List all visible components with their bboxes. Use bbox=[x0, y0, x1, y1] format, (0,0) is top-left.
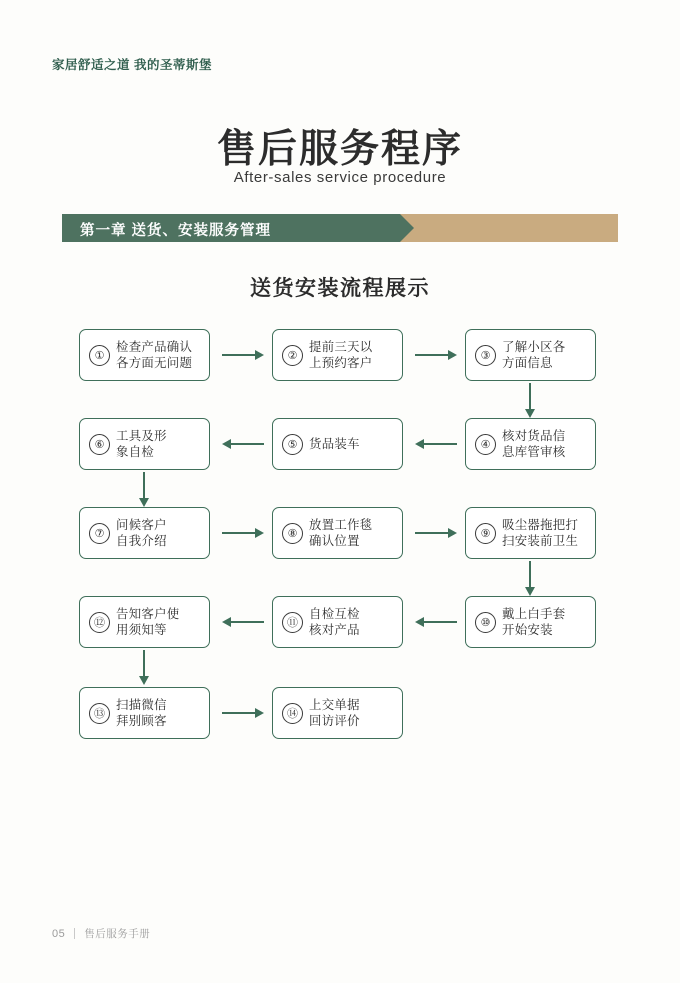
page-title: 售后服务程序 bbox=[216, 128, 463, 171]
flow-node-13[interactable] bbox=[79, 687, 210, 739]
flow-node-1-label bbox=[116, 339, 192, 372]
flow-node-7-number: ⑦ bbox=[89, 523, 110, 544]
footer-divider bbox=[74, 928, 75, 939]
flow-node-8-line1: 放置工作毯 bbox=[309, 517, 373, 532]
flow-node-10-number: ⑩ bbox=[475, 612, 496, 633]
flow-node-1-line1: 检查产品确认 bbox=[116, 339, 193, 354]
flow-node-3-label bbox=[502, 339, 565, 372]
flow-node-8-line2: 确认位置 bbox=[309, 534, 360, 548]
flow-node-9[interactable] bbox=[465, 507, 596, 559]
flow-node-9-line1: 吸尘器拖把打 bbox=[502, 517, 579, 532]
arrow-3-to-4 bbox=[524, 383, 536, 418]
flow-node-7[interactable] bbox=[79, 507, 210, 559]
flow-node-13-number: ⑬ bbox=[89, 703, 110, 724]
flow-node-9-line2: 扫安装前卫生 bbox=[502, 534, 579, 548]
arrow-2-to-3 bbox=[415, 349, 457, 361]
flow-node-12-line1: 告知客户使 bbox=[116, 606, 180, 621]
flow-node-9-number: ⑨ bbox=[475, 523, 496, 544]
arrow-5-to-6 bbox=[222, 438, 264, 450]
arrow-8-to-9 bbox=[415, 527, 457, 539]
flow-node-4-line1: 核对货品信 bbox=[502, 428, 566, 443]
arrow-12-to-13 bbox=[138, 650, 150, 685]
flow-node-12-number: ⑫ bbox=[89, 612, 110, 633]
flow-node-11-label bbox=[309, 606, 360, 639]
flow-node-11[interactable] bbox=[272, 596, 403, 648]
flow-node-4-number: ④ bbox=[475, 434, 496, 455]
page-subtitle: After-sales service procedure bbox=[233, 169, 447, 186]
flow-node-5-label bbox=[309, 436, 360, 452]
footer-label: 售后服务手册 bbox=[84, 928, 151, 940]
flow-node-4[interactable] bbox=[465, 418, 596, 470]
flow-node-14-line1: 上交单据 bbox=[309, 697, 360, 712]
flow-node-9-label bbox=[502, 517, 578, 550]
flow-node-14-line2: 回访评价 bbox=[309, 714, 360, 728]
flow-node-7-label bbox=[116, 517, 167, 550]
flow-node-1[interactable] bbox=[79, 329, 210, 381]
flow-node-3-line1: 了解小区各 bbox=[502, 339, 566, 354]
flow-node-12-line2: 用须知等 bbox=[116, 623, 167, 637]
flow-node-7-line1: 问候客户 bbox=[116, 517, 167, 532]
arrow-10-to-11 bbox=[415, 616, 457, 628]
flow-node-3-line2: 方面信息 bbox=[502, 356, 553, 370]
flow-node-5-number: ⑤ bbox=[282, 434, 303, 455]
flow-node-6-label bbox=[116, 428, 167, 461]
section-heading: 送货安装流程展示 bbox=[250, 277, 430, 300]
flow-node-14-number: ⑭ bbox=[282, 703, 303, 724]
flow-node-10-label bbox=[502, 606, 565, 639]
flow-node-6-line1: 工具及形 bbox=[116, 428, 167, 443]
flow-node-11-line1: 自检互检 bbox=[309, 606, 360, 621]
arrow-4-to-5 bbox=[415, 438, 457, 450]
flow-node-13-line2: 拜别顾客 bbox=[116, 714, 167, 728]
flow-node-8-number: ⑧ bbox=[282, 523, 303, 544]
flow-node-13-label bbox=[116, 697, 167, 730]
flow-node-6-line2: 象自检 bbox=[116, 445, 155, 459]
flow-node-4-label bbox=[502, 428, 565, 461]
flow-node-8-label bbox=[309, 517, 372, 550]
flow-node-12[interactable] bbox=[79, 596, 210, 648]
arrow-7-to-8 bbox=[222, 527, 264, 539]
flow-node-3[interactable] bbox=[465, 329, 596, 381]
flow-node-6-number: ⑥ bbox=[89, 434, 110, 455]
flow-node-13-line1: 扫描微信 bbox=[116, 697, 167, 712]
page-number: 05 bbox=[52, 927, 66, 940]
flow-node-2-line2: 上预约客户 bbox=[309, 356, 373, 370]
flow-node-2-label bbox=[309, 339, 372, 372]
flow-node-2-line1: 提前三天以 bbox=[309, 339, 373, 354]
flow-node-8[interactable] bbox=[272, 507, 403, 559]
flow-node-2-number: ② bbox=[282, 345, 303, 366]
arrow-1-to-2 bbox=[222, 349, 264, 361]
brand-line: 家居舒适之道 我的圣蒂斯堡 bbox=[52, 58, 212, 72]
flow-node-1-line2: 各方面无问题 bbox=[116, 356, 193, 370]
flow-node-1-number: ① bbox=[89, 345, 110, 366]
flow-node-3-number: ③ bbox=[475, 345, 496, 366]
arrow-6-to-7 bbox=[138, 472, 150, 507]
arrow-11-to-12 bbox=[222, 616, 264, 628]
flow-node-4-line2: 息库管审核 bbox=[502, 445, 566, 459]
flow-node-7-line2: 自我介绍 bbox=[116, 534, 167, 548]
arrow-13-to-14 bbox=[222, 707, 264, 719]
flow-node-5[interactable] bbox=[272, 418, 403, 470]
arrow-9-to-10 bbox=[524, 561, 536, 596]
footer bbox=[52, 926, 150, 941]
flow-node-5-line1: 货品装车 bbox=[309, 436, 360, 451]
flow-node-6[interactable] bbox=[79, 418, 210, 470]
flow-node-11-line2: 核对产品 bbox=[309, 623, 360, 637]
flow-node-10-line2: 开始安装 bbox=[502, 623, 553, 637]
flow-node-12-label bbox=[116, 606, 179, 639]
flow-node-2[interactable] bbox=[272, 329, 403, 381]
flow-node-10-line1: 戴上白手套 bbox=[502, 606, 566, 621]
flow-node-11-number: ⑪ bbox=[282, 612, 303, 633]
flow-node-14[interactable] bbox=[272, 687, 403, 739]
chapter-label: 第一章 送货、安装服务管理 bbox=[80, 223, 272, 239]
flow-node-10[interactable] bbox=[465, 596, 596, 648]
flow-node-14-label bbox=[309, 697, 360, 730]
